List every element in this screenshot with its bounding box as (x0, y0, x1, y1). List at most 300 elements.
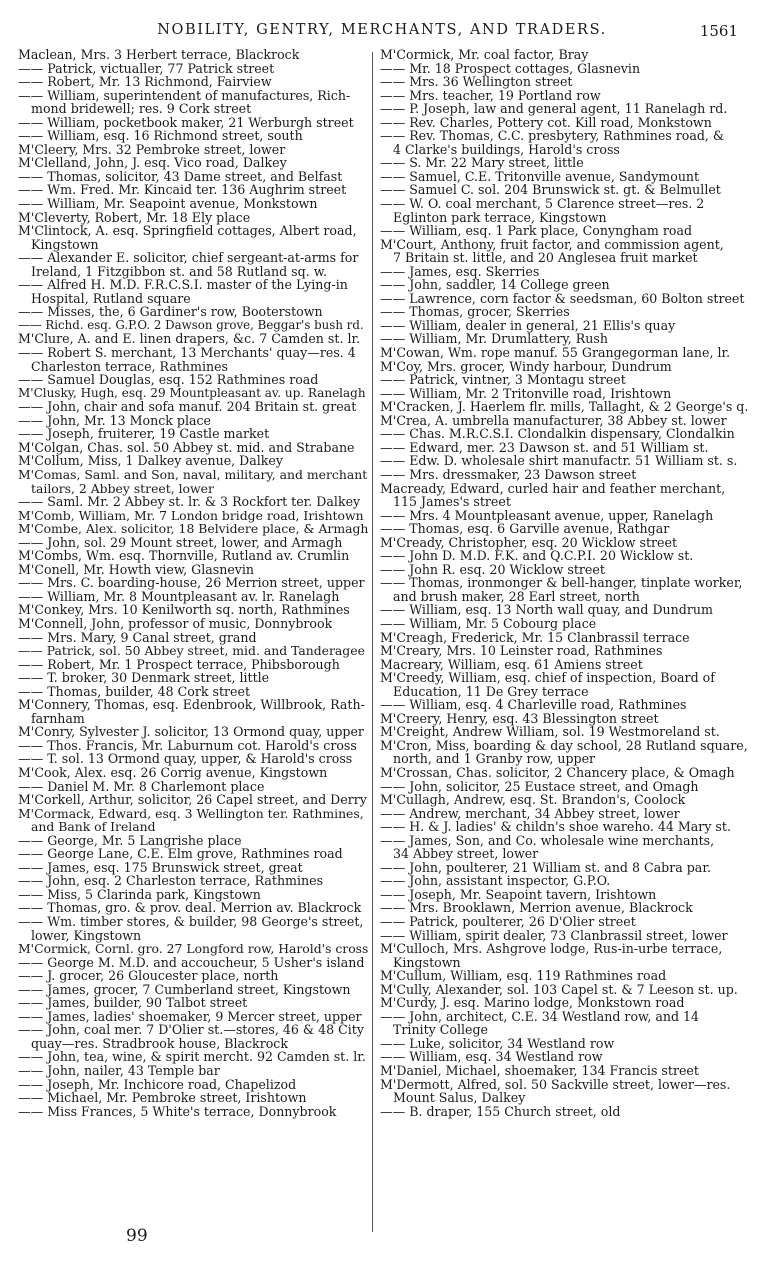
entry-line: —— Edward, mer. 23 Dawson st. and 51 William st. (380, 439, 709, 455)
entry-line: —— William, pocketbook maker, 21 Werburgh street (18, 114, 354, 130)
entry-line: M'Court, Anthony, fruit factor, and commission agent, (380, 236, 724, 252)
directory-entry (380, 62, 752, 76)
entry-continuation: 7 Britain st. little, and 20 Anglesea fruit market (393, 250, 698, 266)
entry-line: —— Mrs. 4 Mountpleasant avenue, upper, Ranelagh (380, 507, 714, 523)
entry-continuation: Eglinton park terrace, Kingstown (393, 209, 607, 225)
entry-line: —— George Lane, C.E. Elm grove, Rathmines road (18, 846, 343, 862)
directory-entry (18, 224, 368, 251)
directory-entry (18, 536, 368, 550)
directory-entry (18, 590, 368, 604)
directory-entry (380, 983, 752, 997)
entry-line: —— Mrs. teacher, 19 Portland row (380, 87, 601, 103)
directory-entry (18, 631, 368, 645)
entry-line: —— Miss, 5 Clarinda park, Kingstown (18, 886, 261, 902)
directory-entry (18, 468, 368, 495)
directory-entry (18, 414, 368, 428)
entry-line: M'Dermott, Alfred, sol. 50 Sackville street, lower—res. (380, 1076, 731, 1092)
entry-line: —— Rev. Charles, Pottery cot. Kill road, Monkstown (380, 114, 712, 130)
entry-line: —— P. Joseph, law and general agent, 11 Ranelagh rd. (380, 101, 728, 117)
entry-line: —— John, nailer, 43 Temple bar (18, 1063, 220, 1079)
entry-line: —— John, architect, C.E. 34 Westland row, and 14 (380, 1008, 700, 1024)
directory-entry (18, 48, 368, 62)
directory-entry (380, 197, 752, 224)
directory-entry (18, 183, 368, 197)
entry-line: —— James, esq. 175 Brunswick street, great (18, 859, 303, 875)
entry-continuation: 4 Clarke's buildings, Harold's cross (393, 141, 620, 157)
directory-entry (18, 522, 368, 536)
column-divider (372, 52, 373, 1232)
entry-line: M'Creight, Andrew William, sol. 19 Westmoreland st. (380, 724, 720, 740)
directory-entry (380, 265, 752, 279)
directory-entry (380, 712, 752, 726)
directory-entry (380, 671, 752, 698)
entry-line: —— Patrick, sol. 50 Abbey street, mid. and Tanderagee (18, 643, 365, 659)
directory-entry (380, 102, 752, 116)
entry-continuation: and Bank of Ireland (31, 819, 156, 835)
entry-line: M'Cracken, J. Haerlem flr. mills, Tallaght, & 2 George's q. (380, 399, 749, 415)
directory-entry (380, 658, 752, 672)
entry-line: —— Mrs. C. boarding-house, 26 Merrion street, upper (18, 575, 365, 591)
entry-line: —— James, esq. Skerries (380, 263, 540, 279)
directory-entry (18, 400, 368, 414)
entry-line: —— John, chair and sofa manuf. 204 Britain st. great (18, 399, 357, 415)
entry-line: —— Edw. D. wholesale shirt manufactr. 51 William st. s. (380, 453, 738, 469)
entry-continuation: mond bridewell; res. 9 Cork street (31, 101, 252, 117)
directory-entry (18, 129, 368, 143)
entry-line: M'Corkell, Arthur, solicitor, 26 Capel street, and Derry (18, 792, 367, 808)
entry-line: —— William, Mr. Seapoint avenue, Monkstown (18, 196, 318, 212)
directory-entry (18, 617, 368, 631)
entry-continuation: and brush maker, 28 Earl street, north (393, 588, 640, 604)
directory-entry (380, 319, 752, 333)
directory-entry (18, 603, 368, 617)
entry-line: —— William, Mr. 8 Mountpleasant av. lr. Ranelagh (18, 588, 340, 604)
entry-line: M'Clusky, Hugh, esq. 29 Mountpleasant av. up. Ranelagh (18, 385, 366, 400)
entry-line: —— William, superintendent of manufactures, Rich- (18, 87, 351, 103)
directory-entry (380, 942, 752, 969)
directory-entry (380, 89, 752, 103)
directory-entry (380, 305, 752, 319)
directory-entry (18, 332, 368, 346)
directory-entry (18, 1023, 368, 1050)
directory-entry (380, 360, 752, 374)
entry-line: M'Coy, Mrs. grocer, Windy harbour, Dundrum (380, 358, 672, 374)
directory-entry (18, 278, 368, 305)
entry-line: —— James, builder, 90 Talbot street (18, 995, 248, 1011)
entry-line: —— William, dealer in general, 21 Ellis's quay (380, 317, 676, 333)
directory-entry (380, 807, 752, 821)
entry-line: Maclean, Mrs. 3 Herbert terrace, Blackrock (18, 47, 300, 62)
directory-entry (18, 156, 368, 170)
directory-entry (380, 780, 752, 794)
entry-line: —— Thomas, ironmonger & bell-hanger, tinplate worker, (380, 575, 743, 591)
entry-line: —— John D. M.D. F.K. and Q.C.P.I. 20 Wicklow st. (380, 548, 694, 564)
entry-line: —— Miss Frances, 5 White's terrace, Donnybrook (18, 1103, 337, 1119)
directory-entry (18, 793, 368, 807)
entry-line: —— Lawrence, corn factor & seedsman, 60 Bolton street (380, 290, 745, 306)
directory-entry (380, 509, 752, 523)
directory-entry (380, 292, 752, 306)
directory-entry (18, 1064, 368, 1078)
entry-continuation: 115 James's street (393, 494, 511, 510)
directory-entry (380, 238, 752, 265)
directory-entry (18, 563, 368, 577)
entry-line: —— Daniel M. Mr. 8 Charlemont place (18, 778, 265, 794)
directory-entry (380, 603, 752, 617)
entry-line: —— James, ladies' shoemaker, 9 Mercer street, upper (18, 1008, 362, 1024)
directory-entry (18, 1091, 368, 1105)
entry-line: —— T. broker, 30 Denmark street, little (18, 670, 270, 686)
entry-line: —— John, saddler, 14 College green (380, 277, 610, 293)
directory-entry (380, 468, 752, 482)
directory-entry (18, 766, 368, 780)
entry-line: M'Cron, Miss, boarding & day school, 28 Rutland square, (380, 737, 748, 753)
directory-entry (18, 942, 368, 956)
directory-entry (380, 739, 752, 766)
directory-entry (380, 387, 752, 401)
running-title: NOBILITY, GENTRY, MERCHANTS, AND TRADERS. (157, 22, 607, 38)
entry-line: M'Creedy, William, esq. chief of inspection, Board of (380, 670, 715, 686)
right-column (380, 48, 752, 1118)
directory-entry (380, 332, 752, 346)
directory-entry (380, 116, 752, 130)
entry-continuation: Hospital, Rutland square (31, 290, 191, 306)
entry-line: —— William, esq. 16 Richmond street, south (18, 128, 303, 144)
entry-line: M'Cormick, Mr. coal factor, Bray (380, 47, 589, 62)
directory-entry (380, 766, 752, 780)
entry-line: —— John, tea, wine, & spirit mercht. 92 Camden st. lr. (18, 1049, 366, 1065)
directory-entry (380, 549, 752, 563)
entry-line: M'Crossan, Chas. solicitor, 2 Chancery place, & Omagh (380, 764, 735, 780)
directory-entry (380, 834, 752, 861)
entry-line: —— B. draper, 155 Church street, old (380, 1103, 621, 1119)
entry-line: —— John, assistant inspector, G.P.O. (380, 873, 611, 889)
entry-line: —— Chas. M.R.C.S.I. Clondalkin dispensary, Clondalkin (380, 426, 735, 442)
directory-entry (380, 793, 752, 807)
directory-entry (380, 346, 752, 360)
directory-entry (18, 549, 368, 563)
directory-entry (380, 48, 752, 62)
entry-line: Macreary, William, esq. 61 Amiens street (380, 656, 643, 672)
entry-continuation: Mount Salus, Dalkey (393, 1090, 526, 1106)
directory-entry (380, 888, 752, 902)
directory-entry (18, 901, 368, 915)
directory-entry (18, 725, 368, 739)
entry-line: M'Colgan, Chas. sol. 50 Abbey st. mid. and Strabane (18, 439, 355, 455)
directory-entry (380, 373, 752, 387)
entry-line: —— Misses, the, 6 Gardiner's row, Booterstown (18, 304, 323, 320)
entry-line: —— Rev. Thomas, C.C. presbytery, Rathmines road, & (380, 128, 725, 144)
directory-entry (380, 915, 752, 929)
entry-line: —— John, esq. 2 Charleston terrace, Rathmines (18, 873, 324, 889)
directory-entry (18, 969, 368, 983)
entry-line: —— William, esq. 1 Park place, Conyngham road (380, 223, 693, 239)
entry-line: —— Michael, Mr. Pembroke street, Irishtown (18, 1090, 307, 1106)
directory-entry (380, 522, 752, 536)
directory-entry (380, 278, 752, 292)
entry-line: M'Cormick, Cornl. gro. 27 Longford row, Harold's cross (18, 941, 369, 957)
entry-line: M'Clintock, A. esq. Springfield cottages, Albert road, (18, 223, 357, 239)
entry-line: —— Thomas, builder, 48 Cork street (18, 683, 250, 699)
entry-line: —— H. & J. ladies' & childn's shoe wareho. 44 Mary st. (380, 819, 731, 835)
entry-line: —— Alexander E. solicitor, chief sergeant-at-arms for (18, 250, 359, 266)
entry-line: M'Cowan, Wm. rope manuf. 55 Grangegorman lane, lr. (380, 345, 731, 361)
directory-entry (380, 1105, 752, 1119)
directory-entry (18, 847, 368, 861)
entry-continuation: Ireland, 1 Fitzgibbon st. and 58 Rutland sq. w. (31, 263, 327, 279)
entry-continuation: lower, Kingstown (31, 927, 142, 943)
directory-entry (18, 671, 368, 685)
entry-line: —— Thomas, gro. & prov. deal. Merrion av. Blackrock (18, 900, 362, 916)
entry-line: —— John, poulterer, 21 William st. and 8 Cabra par. (380, 859, 711, 875)
directory-entry (18, 685, 368, 699)
entry-line: —— Samuel, C.E. Tritonville avenue, Sandymount (380, 168, 700, 184)
entry-line: Macready, Edward, curled hair and feather merchant, (380, 480, 726, 496)
entry-line: —— Wm. timber stores, & builder, 98 George's street, (18, 914, 364, 929)
entry-line: —— Patrick, vintner, 3 Montagu street (380, 372, 626, 388)
directory-entry (380, 454, 752, 468)
entry-line: M'Daniel, Michael, shoemaker, 134 Francis street (380, 1063, 699, 1079)
directory-entry (380, 820, 752, 834)
directory-entry (380, 156, 752, 170)
directory-entry (380, 631, 752, 645)
directory-entry (380, 170, 752, 184)
entry-continuation: farnham (31, 710, 85, 726)
entry-continuation: quay—res. Stradbrook house, Blackrock (31, 1035, 288, 1051)
entry-line: —— William, spirit dealer, 73 Clanbrassil street, lower (380, 927, 728, 943)
entry-line: —— Robert S. merchant, 13 Merchants' quay—res. 4 (18, 345, 356, 361)
directory-entry (18, 143, 368, 157)
entry-line: —— John, Mr. 13 Monck place (18, 412, 211, 428)
entry-line: M'Creary, Mrs. 10 Leinster road, Rathmines (380, 643, 663, 659)
directory-entry (380, 563, 752, 577)
directory-entry (18, 346, 368, 373)
directory-entry (18, 576, 368, 590)
entry-line: —— John R. esq. 20 Wicklow street (380, 561, 605, 577)
directory-entry (18, 305, 368, 319)
directory-entry (380, 1078, 752, 1105)
entry-line: M'Combe, Alex. solicitor, 18 Belvidere place, & Armagh (18, 521, 369, 537)
entry-line: —— William, Mr. Drumlattery, Rush (380, 331, 608, 347)
entry-line: —— S. Mr. 22 Mary street, little (380, 155, 584, 171)
entry-line: M'Comb, William, Mr. 7 London bridge road, Irishtown (18, 507, 364, 523)
entry-line: —— T. sol. 13 Ormond quay, upper, & Harold's cross (18, 751, 353, 767)
entry-line: M'Crea, A. umbrella manufacturer, 38 Abbey st. lower (380, 412, 727, 428)
entry-line: —— W. O. coal merchant, 5 Clarence street—res. 2 (380, 196, 705, 212)
directory-entry (18, 1010, 368, 1024)
entry-line: M'Cully, Alexander, sol. 103 Capel st. & 7 Leeson st. up. (380, 981, 738, 997)
page-header (0, 20, 764, 42)
entry-line: —— Saml. Mr. 2 Abbey st. lr. & 3 Rockfort ter. Dalkey (18, 494, 361, 510)
entry-line: —— Robert, Mr. 1 Prospect terrace, Phibsborough (18, 656, 340, 672)
signature-mark: 99 (126, 1226, 148, 1246)
directory-entry (18, 658, 368, 672)
directory-entry (18, 509, 368, 523)
entry-line: —— Richd. esq. G.P.O. 2 Dawson grove, Beggar's bush rd. (18, 317, 364, 332)
directory-entry (380, 427, 752, 441)
entry-line: M'Comas, Saml. and Son, naval, military, and merchant (18, 466, 368, 482)
directory-entry (380, 224, 752, 238)
entry-line: —— Andrew, merchant, 34 Abbey street, lower (380, 805, 680, 821)
directory-entry (18, 956, 368, 970)
entry-line: —— Joseph, Mr. Inchicore road, Chapelizod (18, 1076, 297, 1092)
directory-entry (18, 983, 368, 997)
directory-entry (380, 861, 752, 875)
entry-line: —— Patrick, victualler, 77 Patrick street (18, 60, 275, 76)
entry-continuation: tailors, 2 Abbey street, lower (31, 480, 214, 496)
entry-line: —— Robert, Mr. 13 Richmond, Fairview (18, 74, 272, 90)
entry-line: —— Mrs. dressmaker, 23 Dawson street (380, 466, 637, 482)
directory-entry (18, 915, 368, 942)
directory-entry (380, 482, 752, 509)
directory-entry (380, 698, 752, 712)
directory-entry (18, 427, 368, 441)
entry-line: —— Thomas, grocer, Skerries (380, 304, 570, 320)
entry-line: —— Joseph, Mr. Seapoint tavern, Irishtown (380, 886, 657, 902)
directory-entry (380, 725, 752, 739)
entry-line: —— Mr. 18 Prospect cottages, Glasnevin (380, 60, 641, 76)
directory-entry (18, 780, 368, 794)
entry-line: —— Samuel Douglas, esq. 152 Rathmines road (18, 372, 319, 388)
entry-continuation: Trinity College (393, 1022, 489, 1038)
entry-line: —— George, Mr. 5 Langrishe place (18, 832, 242, 848)
entry-line: M'Cook, Alex. esq. 26 Corrig avenue, Kingstown (18, 764, 328, 780)
entry-line: —— Mrs. 36 Wellington street (380, 74, 573, 90)
directory-entry (18, 495, 368, 509)
entry-line: M'Culloch, Mrs. Ashgrove lodge, Rus-in-urbe terrace, (380, 941, 723, 957)
entry-line: —— Patrick, poulterer, 26 D'Olier street (380, 914, 636, 929)
directory-entry (18, 441, 368, 455)
entry-continuation: Education, 11 De Grey terrace (393, 683, 589, 699)
entry-line: —— Alfred H. M.D. F.R.C.S.I. master of the Lying-in (18, 277, 348, 293)
directory-entry (380, 414, 752, 428)
entry-continuation: Charleston terrace, Rathmines (31, 358, 228, 374)
directory-entry (18, 454, 368, 468)
entry-line: M'Clelland, John, J. esq. Vico road, Dalkey (18, 155, 287, 171)
entry-continuation: Kingstown (31, 236, 99, 252)
directory-entry (380, 183, 752, 197)
directory-entry (18, 874, 368, 888)
directory-entry (380, 400, 752, 414)
directory-entry (380, 969, 752, 983)
directory-entry (380, 901, 752, 915)
directory-entry (18, 170, 368, 184)
directory-entry (18, 116, 368, 130)
entry-line: M'Cormack, Edward, esq. 3 Wellington ter. Rathmines, (18, 805, 364, 821)
directory-entry (18, 834, 368, 848)
directory-entry (18, 75, 368, 89)
entry-line: —— James, grocer, 7 Cumberland street, Kingstown (18, 981, 351, 997)
entry-line: M'Cleery, Mrs. 32 Pembroke street, lower (18, 141, 286, 157)
entry-line: —— Luke, solicitor, 34 Westland row (380, 1035, 615, 1051)
directory-entry (380, 441, 752, 455)
directory-entry (18, 644, 368, 658)
directory-entry (18, 1050, 368, 1064)
directory-entry (18, 1105, 368, 1119)
entry-line: —— James, Son, and Co. wholesale wine merchants, (380, 832, 715, 848)
directory-entry (380, 1010, 752, 1037)
directory-entry (18, 1078, 368, 1092)
entry-line: —— Mrs. Mary, 9 Canal street, grand (18, 629, 257, 645)
directory-entry (380, 576, 752, 603)
entry-line: —— William, esq. 13 North wall quay, and Dundrum (380, 602, 713, 618)
entry-line: —— Joseph, fruiterer, 19 Castle market (18, 426, 270, 442)
directory-entry (380, 129, 752, 156)
left-column (18, 48, 368, 1118)
entry-line: M'Curdy, J. esq. Marino lodge, Monkstown road (380, 995, 685, 1011)
directory-entry (18, 373, 368, 387)
directory-entry (380, 1050, 752, 1064)
entry-line: M'Combs, Wm. esq. Thornville, Rutland av. Crumlin (18, 548, 350, 564)
directory-entry (18, 62, 368, 76)
directory-entry (18, 89, 368, 116)
entry-line: —— J. grocer, 26 Gloucester place, north (18, 968, 279, 984)
directory-entry (18, 251, 368, 278)
entry-line: M'Creery, Henry, esq. 43 Blessington street (380, 710, 659, 726)
entry-line: —— William, esq. 34 Westland row (380, 1049, 603, 1065)
entry-line: —— William, esq. 4 Charleville road, Rathmines (380, 697, 687, 713)
entry-line: —— John, coal mer. 7 D'Olier st.—stores, 46 & 48 City (18, 1022, 364, 1038)
directory-entry (380, 929, 752, 943)
entry-line: —— Thomas, solicitor, 43 Dame street, and Belfast (18, 168, 343, 184)
directory-entry (18, 211, 368, 225)
entry-line: M'Conkey, Mrs. 10 Kenilworth sq. north, Rathmines (18, 602, 350, 618)
directory-entry (380, 996, 752, 1010)
entry-line: M'Connery, Thomas, esq. Edenbrook, Willbrook, Rath- (18, 697, 365, 713)
entry-line: M'Conell, Mr. Howth view, Glasnevin (18, 561, 255, 577)
entry-line: —— Wm. Fred. Mr. Kincaid ter. 136 Aughrim street (18, 182, 347, 198)
entry-line: M'Cleverty, Robert, Mr. 18 Ely place (18, 209, 251, 225)
directory-entry (18, 698, 368, 725)
directory-entry (380, 1064, 752, 1078)
entry-continuation: 34 Abbey street, lower (393, 846, 539, 862)
entry-line: —— William, Mr. 2 Tritonville road, Irishtown (380, 385, 672, 401)
directory-entry (380, 536, 752, 550)
directory-entry (380, 617, 752, 631)
entry-line: —— William, Mr. 5 Cobourg place (380, 615, 597, 631)
entry-line: M'Cready, Christopher, esq. 20 Wicklow street (380, 534, 678, 550)
directory-entry (18, 861, 368, 875)
directory-entry (18, 387, 368, 401)
directory-entry (18, 888, 368, 902)
directory-entry (380, 644, 752, 658)
directory-entry (380, 874, 752, 888)
entry-line: —— John, solicitor, 25 Eustace street, and Omagh (380, 778, 699, 794)
directory-entry (380, 75, 752, 89)
entry-continuation: Kingstown (393, 954, 461, 970)
directory-entry (18, 739, 368, 753)
entry-line: —— John, sol. 29 Mount street, lower, and Armagh (18, 534, 343, 550)
entry-line: —— Thomas, esq. 6 Garville avenue, Rathgar (380, 521, 670, 537)
directory-entry (18, 996, 368, 1010)
entry-continuation: north, and 1 Granby row, upper (393, 751, 596, 767)
entry-line: M'Connell, John, professor of music, Donnybrook (18, 615, 333, 631)
directory-entry (18, 807, 368, 834)
entry-line: —— Thos. Francis, Mr. Laburnum cot. Harold's cross (18, 737, 357, 753)
directory-entry (18, 752, 368, 766)
entry-line: M'Collum, Miss, 1 Dalkey avenue, Dalkey (18, 453, 283, 469)
entry-line: —— Samuel C. sol. 204 Brunswick st. gt. & Belmullet (380, 182, 721, 198)
entry-line: M'Creagh, Frederick, Mr. 15 Clanbrassil terrace (380, 629, 690, 645)
entry-line: M'Cullum, William, esq. 119 Rathmines road (380, 968, 667, 984)
directory-entry (18, 319, 368, 333)
entry-line: —— George M. M.D. and accoucheur, 5 Usher's island (18, 954, 365, 970)
entry-line: M'Conry, Sylvester J. solicitor, 13 Ormond quay, upper (18, 724, 364, 740)
page-number: 1561 (699, 22, 738, 40)
entry-line: M'Cullagh, Andrew, esq. St. Brandon's, Coolock (380, 792, 686, 808)
directory-entry (18, 197, 368, 211)
entry-line: —— Mrs. Brooklawn, Merrion avenue, Blackrock (380, 900, 693, 916)
